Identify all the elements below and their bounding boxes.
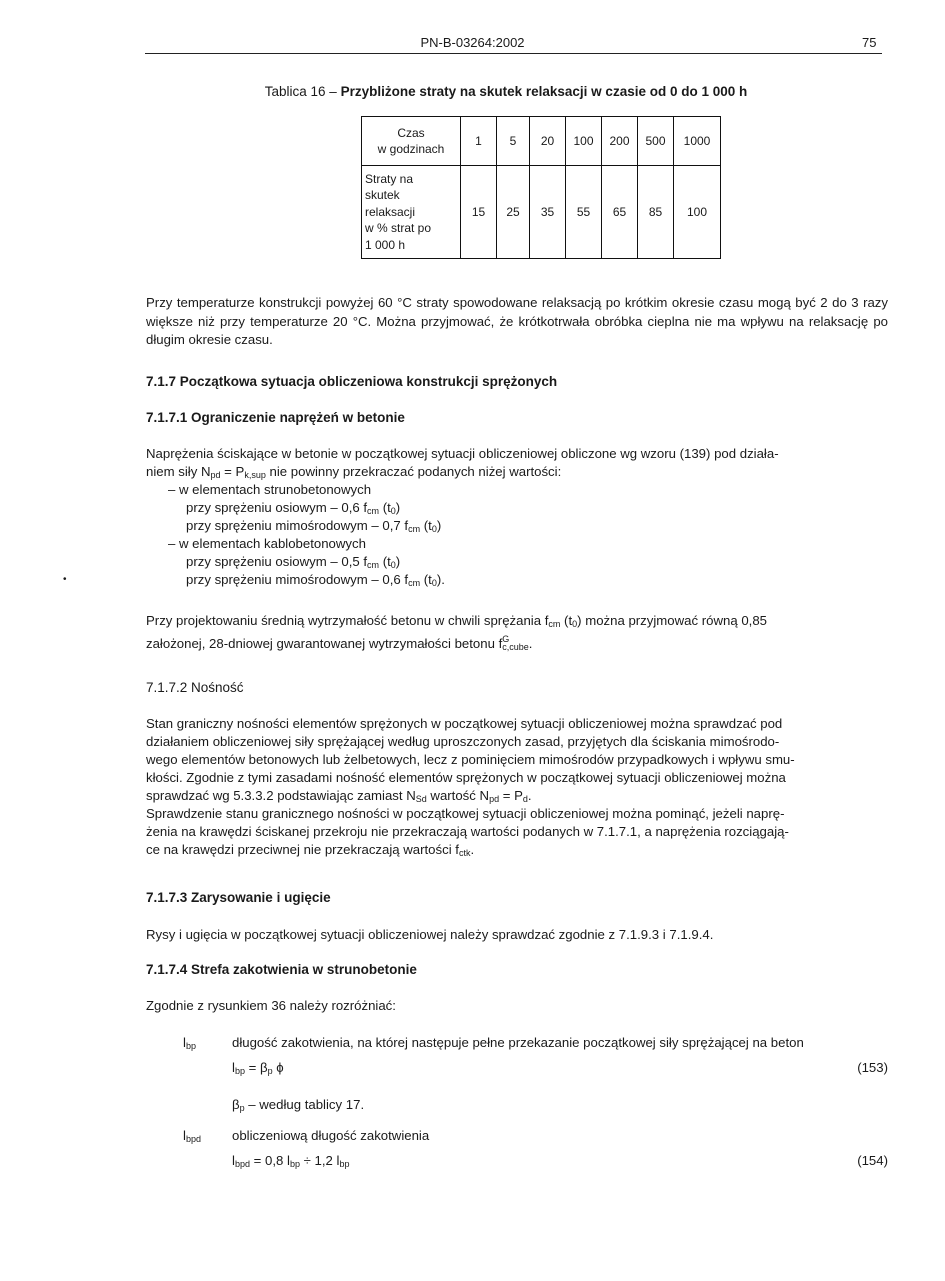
relaxation-loss-table — [361, 116, 721, 259]
header-rule — [145, 53, 882, 54]
table-cell: 15 — [461, 166, 497, 259]
list-item-pretensioned: – w elementach strunobetonowych — [168, 482, 372, 497]
capacity-p2-line3 — [146, 841, 474, 863]
equation-153 — [232, 1060, 284, 1076]
text-run: (t — [560, 613, 573, 628]
table-caption — [0, 84, 945, 99]
anchorage-intro: Zgodnie z rysunkiem 36 należy rozróżniać: — [146, 998, 396, 1013]
table-cell: 100 — [566, 117, 602, 166]
table-cell: 5 — [497, 117, 530, 166]
table-caption-prefix: Tablica 16 – — [264, 84, 341, 99]
standard-code: PN-B-03264:2002 — [420, 35, 525, 50]
row-label-line: skutek — [365, 188, 400, 203]
row-label-line: Straty na — [365, 171, 414, 186]
design-strength-line2 — [146, 630, 532, 657]
list-item-posttensioned: – w elementach kablobetonowych — [168, 536, 366, 551]
capacity-p1-line4: kłości. Zgodnie z tymi zasadami nośność elementów sprężonych w początkowej sytuacji obliczeniowej można — [146, 770, 786, 785]
text-run: (t — [379, 554, 391, 569]
superscript: G — [502, 634, 510, 644]
table-cell: 1000 — [674, 117, 721, 166]
subscript: bp — [289, 1159, 300, 1169]
section-heading-7-1-7-2: 7.1.7.2 Nośność — [146, 680, 244, 695]
margin-mark: • — [63, 574, 67, 585]
beta-definition — [232, 1097, 364, 1113]
text-run: założonej, 28-dniowej gwarantowanej wytrzymałości betonu f — [146, 636, 503, 651]
capacity-p1-line2: działaniem obliczeniowej siły sprężającej według uproszczonych zasad, przyjętych dla ściskania mimośrodo- — [146, 734, 780, 749]
text-run: l — [183, 1128, 186, 1143]
text-run: . — [528, 636, 533, 651]
row-label-time — [362, 117, 461, 166]
table-cell: 25 — [497, 166, 530, 259]
definition-lbp: długość zakotwienia, na której następuje pełne przekazanie początkowej siły sprężającej na beton — [232, 1035, 804, 1050]
table-cell: 1 — [461, 117, 497, 166]
text-run: przy sprężeniu osiowym – 0,6 f — [186, 500, 368, 515]
subscript: bpd — [234, 1159, 250, 1169]
row-label-time-line1: Czas — [397, 125, 425, 140]
stress-intro-line1: Naprężenia ściskające w betonie w początkowej sytuacji obliczeniowej obliczone wg wzoru (139) pod działa- — [146, 446, 779, 461]
text-run: ). — [436, 572, 445, 587]
subscript: c,cube — [502, 642, 529, 652]
text-run: = β — [244, 1060, 268, 1075]
subscript: bp — [185, 1041, 196, 1051]
text-run: = P — [499, 788, 523, 803]
text-run: przy sprężeniu osiowym – 0,5 f — [186, 554, 368, 569]
text-run: l — [232, 1153, 235, 1168]
text-run: β — [232, 1097, 240, 1112]
row-label-line: relaksacji — [365, 204, 416, 219]
symbol-lbp — [183, 1035, 196, 1051]
page-number: 75 — [862, 35, 877, 50]
cracking-text: Rysy i ugięcia w początkowej sytuacji obliczeniowej należy sprawdzać zgodnie z 7.1.9.3 i 7.1.9.4. — [146, 927, 714, 942]
text-run: – według tablicy 17. — [244, 1097, 365, 1112]
table-cell: 200 — [602, 117, 638, 166]
text-run: przy sprężeniu mimośrodowym – 0,6 f — [186, 572, 409, 587]
capacity-p1-line1: Stan graniczny nośności elementów sprężonych w początkowej sytuacji obliczeniowej można sprawdzać pod — [146, 716, 783, 731]
subscript: pd — [210, 470, 221, 480]
text-run: = 0,8 l — [249, 1153, 290, 1168]
subscript: cm — [367, 560, 380, 570]
subscript: k,sup — [244, 470, 266, 480]
subscript: pd — [489, 794, 500, 804]
subscript: 0 — [431, 578, 437, 588]
text-run: (t — [379, 500, 391, 515]
section-heading-7-1-7: 7.1.7 Początkowa sytuacja obliczeniowa konstrukcji sprężonych — [146, 374, 558, 389]
subscript: 0 — [390, 506, 396, 516]
subscript: 0 — [390, 560, 396, 570]
subscript: cm — [408, 578, 421, 588]
text-run: nie powinny przekraczać podanych niżej wartości: — [265, 464, 562, 479]
row-label-line: 1 000 h — [365, 237, 406, 252]
text-run: ÷ 1,2 l — [299, 1153, 340, 1168]
table-row-hours — [362, 117, 721, 166]
table-cell: 20 — [530, 117, 566, 166]
text-run: (t — [420, 572, 432, 587]
text-run: . — [470, 842, 475, 857]
row-label-line: w % strat po — [365, 221, 432, 236]
section-heading-7-1-7-3: 7.1.7.3 Zarysowanie i ugięcie — [146, 890, 331, 905]
subscript: d — [522, 794, 528, 804]
text-run: ) — [395, 500, 401, 515]
subscript: bp — [339, 1159, 350, 1169]
text-run: można przyjmować równą 0,85 — [581, 613, 767, 628]
section-heading-7-1-7-1: 7.1.7.1 Ograniczenie naprężeń w betonie — [146, 410, 405, 425]
subscript: p — [239, 1103, 245, 1113]
text-run: ) — [395, 554, 401, 569]
subscript: Sd — [415, 794, 427, 804]
text-run: . — [527, 788, 532, 803]
text-run: ce na krawędzi przeciwnej nie przekraczają wartości f — [146, 842, 459, 857]
subscript: bpd — [185, 1134, 201, 1144]
text-run: ϕ — [272, 1060, 284, 1075]
equation-number-154: (154) — [857, 1153, 888, 1168]
capacity-p2-line1: Sprawdzenie stanu granicznego nośności w początkowej sytuacji obliczeniowej można pominąć, jeżeli naprę- — [146, 806, 785, 821]
text-run: Przy projektowaniu średnią wytrzymałość betonu w chwili sprężania f — [146, 613, 549, 628]
text-run: przy sprężeniu mimośrodowym – 0,7 f — [186, 518, 409, 533]
text-run: = P — [220, 464, 245, 479]
text-run: niem siły N — [146, 464, 211, 479]
subscript: ctk — [458, 848, 471, 858]
text-run: (t — [420, 518, 432, 533]
subscript: 0 — [431, 524, 437, 534]
table-cell: 85 — [638, 166, 674, 259]
text-run: ) — [436, 518, 442, 533]
subscript: 0 — [572, 619, 578, 629]
capacity-p1-line3: wego elementów betonowych lub żelbetowych, lecz z pominięciem mimośrodów przypadkowych i wpływu smu- — [146, 752, 795, 767]
definition-lbpd: obliczeniową długość zakotwienia — [232, 1128, 430, 1143]
subscript: cm — [408, 524, 421, 534]
list-item-eccentric-posttensioned — [186, 571, 445, 593]
table-row-losses — [362, 166, 721, 259]
table-cell: 500 — [638, 117, 674, 166]
table-cell: 65 — [602, 166, 638, 259]
table-cell: 35 — [530, 166, 566, 259]
table-caption-title: Przybliżone straty na skutek relaksacji w czasie od 0 do 1 000 h — [340, 84, 748, 99]
symbol-lbpd — [183, 1128, 201, 1144]
capacity-p2-line2: żenia na krawędzi ściskanej przekroju nie przekraczają wartości podanych w 7.1.7.1, a naprężenia rozciągają- — [146, 824, 789, 839]
text-run: l — [183, 1035, 186, 1050]
subscript: cm — [367, 506, 380, 516]
text-run: wartość N — [426, 788, 490, 803]
subscript: cm — [548, 619, 561, 629]
row-label-time-line2: w godzinach — [377, 142, 445, 156]
equation-154 — [232, 1153, 349, 1169]
row-label-losses — [362, 166, 461, 259]
equation-number-153: (153) — [857, 1060, 888, 1075]
table-cell: 100 — [674, 166, 721, 259]
section-heading-7-1-7-4: 7.1.7.4 Strefa zakotwienia w strunobetonie — [146, 962, 417, 977]
temperature-paragraph: Przy temperaturze konstrukcji powyżej 60 °C straty spowodowane relaksacją po krótkim okresie czasu mogą być 2 do 3 razy większe niż przy temperaturze 20 °C. Można przyjmować, że krótkotrwała obróbka cieplna nie ma wpływu na relaksację po długim okresie czasu. — [146, 295, 888, 347]
text-run: l — [232, 1060, 235, 1075]
text-run: sprawdzać wg 5.3.3.2 podstawiając zamiast N — [146, 788, 416, 803]
subscript: bp — [234, 1066, 245, 1076]
text-run: ) — [577, 613, 582, 628]
table-cell: 55 — [566, 166, 602, 259]
subscript: p — [267, 1066, 273, 1076]
